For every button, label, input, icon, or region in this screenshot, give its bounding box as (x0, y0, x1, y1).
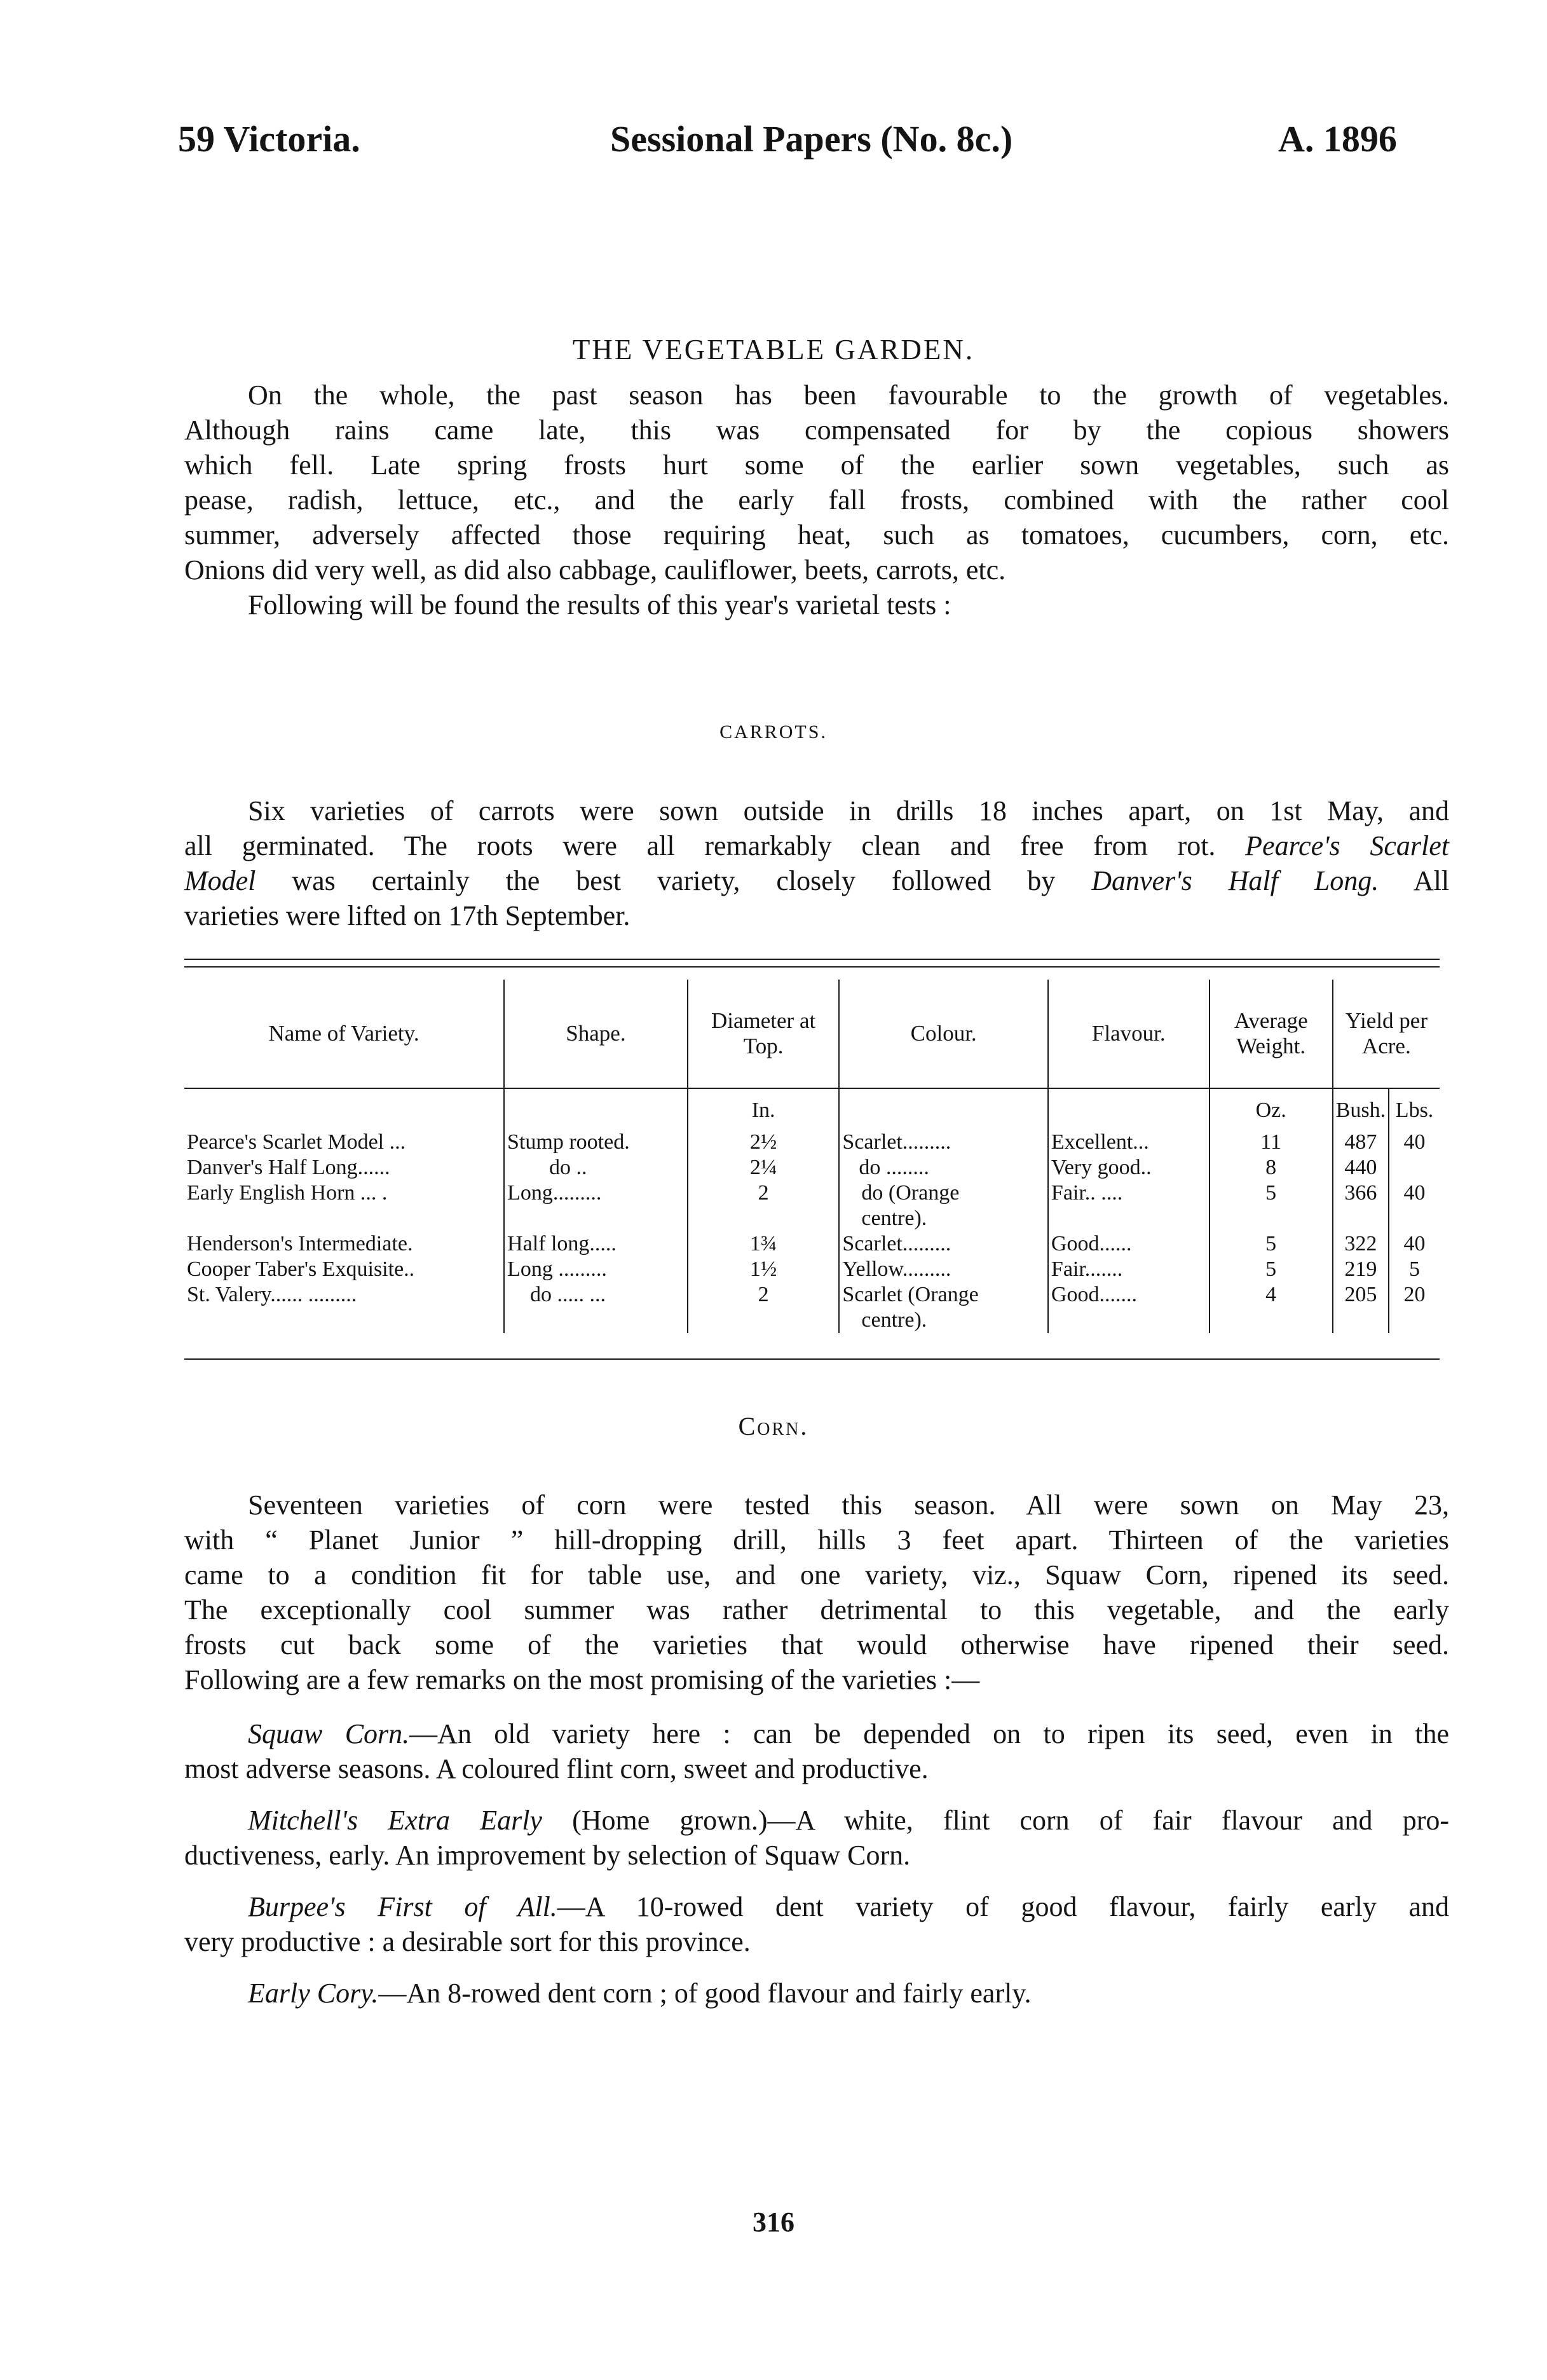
variety-yield-bush: 205 (1333, 1282, 1389, 1333)
unit-ounces: Oz. (1210, 1088, 1333, 1130)
variety-yield-bush: 219 (1333, 1257, 1389, 1282)
variety-flavour: Fair....... (1048, 1257, 1210, 1282)
variety-name: Henderson's Intermediate. (184, 1231, 504, 1257)
corn-line: with “ Planet Junior ” hill-dropping drill, hills 3 feet apart. Thirteen of the varieties (184, 1524, 1449, 1556)
variety-flavour: Fair.. .... (1048, 1180, 1210, 1231)
variety-name: Pearce's Scarlet Model ... (184, 1130, 504, 1155)
corn-line: Following are a few remarks on the most promising of the varieties :— (184, 1664, 980, 1695)
variety-weight: 4 (1210, 1282, 1333, 1333)
table-row (184, 1231, 1440, 1257)
variety-shape: Stump rooted. (504, 1130, 688, 1155)
variety-yield-lbs: 40 (1403, 1181, 1426, 1205)
variety-name: St. Valery...... ......... (184, 1282, 504, 1333)
variety-yield-bush: 487 (1333, 1130, 1389, 1155)
variety-shape: do .. (504, 1155, 688, 1180)
intro-paragraph (184, 378, 1449, 622)
intro-line: summer, adversely affected those requiring heat, such as tomatoes, cucumbers, corn, etc. (184, 519, 1449, 551)
table-bottom-rule (184, 1358, 1440, 1360)
col-header-flavour: Flavour. (1048, 980, 1210, 1088)
variety-weight: 11 (1210, 1130, 1333, 1155)
intro-line: pease, radish, lettuce, etc., and the early fall frosts, combined with the rather cool (184, 484, 1449, 516)
intro-line: Although rains came late, this was compensated for by the copious showers (184, 414, 1449, 446)
variety-yield-bush: 440 (1333, 1155, 1389, 1180)
variety-colour: Scarlet (Orange centre). (839, 1282, 1048, 1333)
table-row (184, 1180, 1440, 1231)
table-units-row (184, 1088, 1440, 1130)
variety-flavour: Excellent... (1048, 1130, 1210, 1155)
table-top-rule (184, 959, 1440, 960)
col-header-name: Name of Variety. (184, 980, 504, 1088)
variety-diameter: 2 (688, 1282, 840, 1333)
variety-colour: Yellow......... (839, 1257, 1048, 1282)
variety-diameter: 2½ (688, 1130, 840, 1155)
header-papers: Sessional Papers (No. 8c.) (610, 118, 1013, 160)
variety-yield-lbs: 40 (1403, 1130, 1426, 1154)
variety-yield-lbs: 5 (1409, 1257, 1421, 1281)
variety-shape: do ..... ... (504, 1282, 688, 1333)
table-header-row (184, 980, 1440, 1088)
variety-yield-lbs: 40 (1403, 1232, 1426, 1255)
variety-yield-lbs: 20 (1403, 1283, 1426, 1306)
carrots-table (184, 980, 1440, 1333)
variety-weight: 8 (1210, 1155, 1333, 1180)
header-session: 59 Victoria. (178, 118, 360, 160)
corn-line: Seventeen varieties of corn were tested this season. All were sown on May 23, (248, 1489, 1449, 1521)
variety-name: Danver's Half Long...... (184, 1155, 504, 1180)
variety-colour: do (Orange centre). (839, 1180, 1048, 1231)
table-row (184, 1130, 1440, 1155)
carrots-line: Six varieties of carrots were sown outside in drills 18 inches apart, on 1st May, and (248, 795, 1449, 826)
col-header-shape: Shape. (504, 980, 688, 1088)
variety-yield-lbs (1389, 1155, 1440, 1180)
page-number: 316 (753, 2206, 794, 2238)
table-row (184, 1257, 1440, 1282)
table-row (184, 1282, 1440, 1333)
carrots-line: varieties were lifted on 17th September. (184, 900, 630, 931)
intro-line: Onions did very well, as did also cabbage, cauliflower, beets, carrots, etc. (184, 554, 1006, 585)
corn-variety-mitchell: Mitchell's Extra Early (Home grown.)—A white, flint corn of fair flavour and pro- ductiveness, early. An improvement by selection of Squaw Corn. (184, 1805, 1449, 1871)
variety-weight: 5 (1210, 1180, 1333, 1231)
variety-weight: 5 (1210, 1231, 1333, 1257)
variety-colour: Scarlet......... (839, 1231, 1048, 1257)
variety-yield-bush: 366 (1333, 1180, 1389, 1231)
corn-paragraph (184, 1488, 1449, 1697)
variety-name: Early English Horn ... . (184, 1180, 504, 1231)
variety-diameter: 2 (688, 1180, 840, 1231)
variety-flavour: Very good.. (1048, 1155, 1210, 1180)
col-header-diameter: Diameter at Top. (688, 980, 840, 1088)
intro-following: Following will be found the results of this year's varietal tests : (248, 589, 951, 620)
carrots-line: all germinated. The roots were all remarkably clean and free from rot. Pearce's Scarlet (184, 830, 1450, 861)
table-row (184, 1155, 1440, 1180)
carrots-paragraph (184, 793, 1449, 933)
corn-line: The exceptionally cool summer was rather detrimental to this vegetable, and the early (184, 1594, 1449, 1625)
variety-weight: 5 (1210, 1257, 1333, 1282)
corn-heading: Corn. (738, 1412, 809, 1440)
col-header-weight: Average Weight. (1210, 980, 1333, 1088)
variety-diameter: 2¼ (688, 1155, 840, 1180)
carrots-heading: CARROTS. (719, 722, 828, 742)
table-top-rule (184, 966, 1440, 968)
corn-line: frosts cut back some of the varieties that would otherwise have ripened their seed. (184, 1629, 1449, 1660)
variety-shape: Half long..... (504, 1231, 688, 1257)
variety-shape: Long ......... (504, 1257, 688, 1282)
intro-line: which fell. Late spring frosts hurt some of the earlier sown vegetables, such as (184, 449, 1449, 481)
variety-colour: do ........ (839, 1155, 1048, 1180)
unit-bushels: Bush. (1333, 1088, 1389, 1130)
variety-flavour: Good...... (1048, 1231, 1210, 1257)
col-header-yield: Yield per Acre. (1333, 980, 1440, 1088)
variety-colour: Scarlet......... (839, 1130, 1048, 1155)
page-title: THE VEGETABLE GARDEN. (572, 334, 975, 366)
intro-line: On the whole, the past season has been favourable to the growth of vegetables. (248, 380, 1449, 411)
variety-diameter: 1½ (688, 1257, 840, 1282)
unit-pounds: Lbs. (1395, 1098, 1434, 1122)
variety-flavour: Good....... (1048, 1282, 1210, 1333)
corn-variety-burpee: Burpee's First of All.—A 10-rowed dent variety of good flavour, fairly early and very productive : a desirable sort for this province. (184, 1891, 1449, 1957)
variety-shape: Long......... (504, 1180, 688, 1231)
unit-inches: In. (688, 1088, 840, 1130)
carrots-line: Model was certainly the best variety, closely followed by Danver's Half Long. All (184, 865, 1450, 896)
variety-name: Cooper Taber's Exquisite.. (184, 1257, 504, 1282)
header-year: A. 1896 (1278, 118, 1397, 160)
variety-yield-bush: 322 (1333, 1231, 1389, 1257)
corn-line: came to a condition fit for table use, and one variety, viz., Squaw Corn, ripened its seed. (184, 1559, 1449, 1590)
corn-variety-early-cory: Early Cory.—An 8-rowed dent corn ; of good flavour and fairly early. (248, 1978, 1032, 2009)
corn-variety-squaw: Squaw Corn.—An old variety here : can be depended on to ripen its seed, even in the most adverse seasons. A coloured flint corn, sweet and productive. (184, 1718, 1449, 1784)
variety-diameter: 1¾ (688, 1231, 840, 1257)
col-header-colour: Colour. (839, 980, 1048, 1088)
